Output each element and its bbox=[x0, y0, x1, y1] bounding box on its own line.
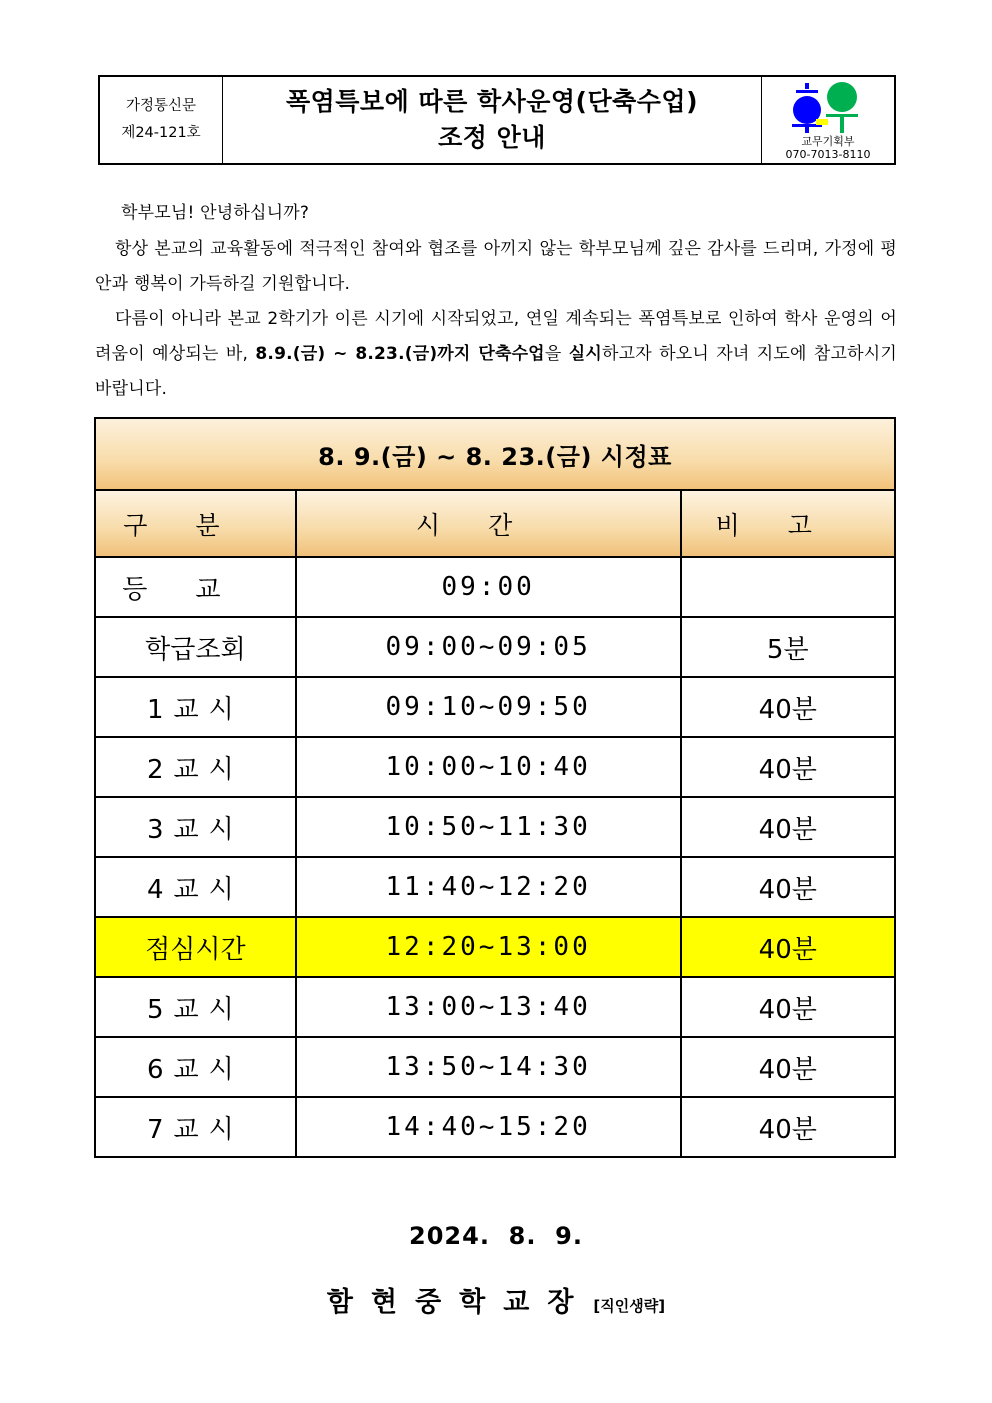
row-label: 학급조회 bbox=[95, 617, 296, 677]
header-time: 시간 bbox=[296, 490, 681, 557]
announcement-text-particle: 을 bbox=[544, 344, 569, 364]
table-row bbox=[95, 797, 895, 857]
seal-note: [직인생략] bbox=[593, 1297, 666, 1315]
row-time: 14:40~15:20 bbox=[296, 1097, 681, 1157]
row-note: 5분 bbox=[681, 617, 895, 677]
row-time: 10:50~11:30 bbox=[296, 797, 681, 857]
department-name: 교무기획부 bbox=[801, 135, 855, 148]
table-row bbox=[95, 617, 895, 677]
row-time: 09:00~09:05 bbox=[296, 617, 681, 677]
header-category: 구분 bbox=[95, 490, 296, 557]
greeting: 학부모님! 안녕하십니까? bbox=[121, 203, 310, 223]
schedule-header-row bbox=[95, 490, 895, 557]
row-note: 40분 bbox=[681, 977, 895, 1037]
row-note: 40분 bbox=[681, 677, 895, 737]
table-row bbox=[95, 1097, 895, 1157]
notice-header bbox=[98, 75, 896, 165]
row-label: 4교시 bbox=[95, 857, 296, 917]
row-note bbox=[681, 557, 895, 617]
department-box bbox=[761, 77, 894, 163]
row-time: 11:40~12:20 bbox=[296, 857, 681, 917]
row-time: 09:10~09:50 bbox=[296, 677, 681, 737]
title-line-1: 폭염특보에 따른 학사운영(단축수업) bbox=[285, 87, 698, 116]
doc-type: 가정통신문 bbox=[125, 98, 197, 114]
announcement-closing: 하고자 하오니 자녀 지도에 참고하시기 바랍니다. bbox=[95, 344, 897, 399]
schedule-title: 8. 9.(금) ~ 8. 23.(금) 시정표 bbox=[95, 418, 895, 490]
row-note: 40분 bbox=[681, 857, 895, 917]
announcement-text: 다름이 아니라 본교 2학기가 이른 시기에 시작되었고, 연일 계속되는 폭염특보로 인하여 학사 운영의 어려움이 예상되는 바, bbox=[95, 309, 897, 364]
row-label: 6교시 bbox=[95, 1037, 296, 1097]
table-row bbox=[95, 857, 895, 917]
principal-signatory: 함현중학교장 bbox=[326, 1287, 592, 1318]
row-time: 12:20~13:00 bbox=[296, 917, 681, 977]
title-line-2: 조정 안내 bbox=[438, 123, 546, 152]
announcement-period: 8.9.(금) ~ 8.23.(금)까지 단축수업 bbox=[255, 344, 545, 364]
row-note: 40분 bbox=[681, 737, 895, 797]
row-label: 3교시 bbox=[95, 797, 296, 857]
row-label: 5교시 bbox=[95, 977, 296, 1037]
table-row bbox=[95, 557, 895, 617]
row-label: 7교시 bbox=[95, 1097, 296, 1157]
issue-date: 2024. 8. 9. bbox=[409, 1222, 583, 1250]
school-logo-icon bbox=[792, 81, 864, 135]
doc-info bbox=[100, 77, 223, 163]
table-row bbox=[95, 677, 895, 737]
row-label: 점심시간 bbox=[95, 917, 296, 977]
row-label: 2교시 bbox=[95, 737, 296, 797]
table-row bbox=[95, 1037, 895, 1097]
paragraph-announcement bbox=[95, 302, 897, 407]
row-time: 10:00~10:40 bbox=[296, 737, 681, 797]
header-note: 비고 bbox=[681, 490, 895, 557]
table-row bbox=[95, 737, 895, 797]
row-note: 40분 bbox=[681, 917, 895, 977]
row-label: 1교시 bbox=[95, 677, 296, 737]
doc-number: 제24-121호 bbox=[121, 125, 201, 141]
announcement-action: 실시 bbox=[568, 344, 602, 364]
row-label: 등교 bbox=[95, 557, 296, 617]
row-time: 09:00 bbox=[296, 557, 681, 617]
row-note: 40분 bbox=[681, 1097, 895, 1157]
page-title bbox=[223, 77, 761, 163]
row-note: 40분 bbox=[681, 1037, 895, 1097]
schedule-table bbox=[94, 417, 896, 1158]
signature-line bbox=[0, 1280, 992, 1319]
row-note: 40분 bbox=[681, 797, 895, 857]
table-row bbox=[95, 977, 895, 1037]
department-phone: 070-7013-8110 bbox=[785, 148, 871, 161]
row-time: 13:50~14:30 bbox=[296, 1037, 681, 1097]
schedule-title-row bbox=[95, 418, 895, 490]
table-row-lunch bbox=[95, 917, 895, 977]
paragraph-gratitude: 항상 본교의 교육활동에 적극적인 참여와 협조를 아끼지 않는 학부모님께 깊은 감사를 드리며, 가정에 평안과 행복이 가득하길 기원합니다. bbox=[95, 239, 897, 294]
row-time: 13:00~13:40 bbox=[296, 977, 681, 1037]
